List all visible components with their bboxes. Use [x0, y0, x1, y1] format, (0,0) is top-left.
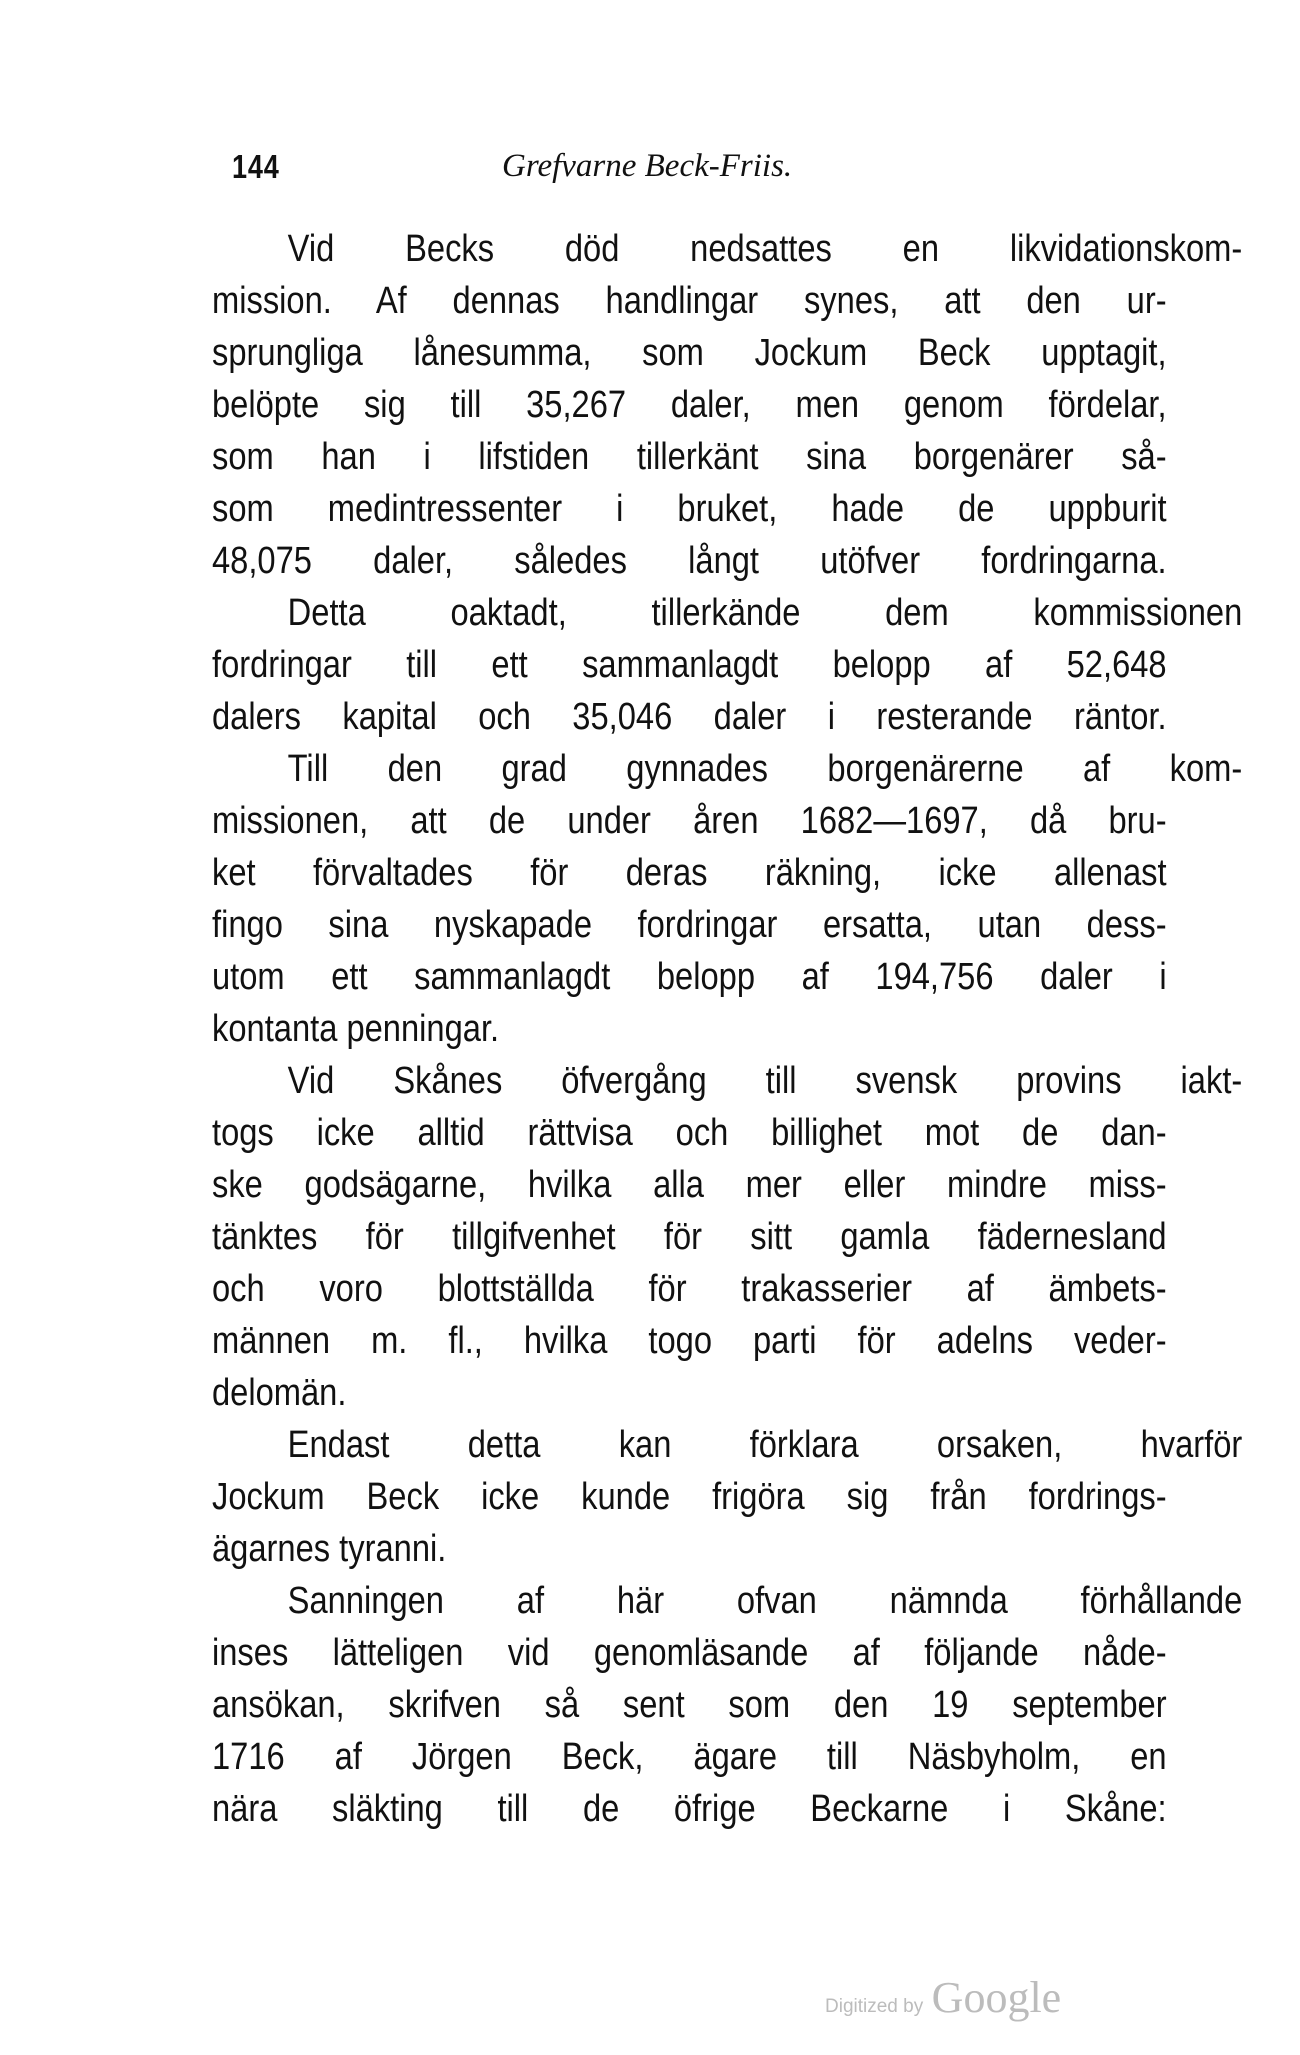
text-line: belöpte sig till 35,267 daler, men genom fördelar, — [212, 384, 1167, 426]
running-title: Grefvarne Beck-Friis. — [502, 148, 793, 184]
text-line: Jockum Beck icke kunde frigöra sig från fordrings- — [212, 1476, 1167, 1518]
text-line: Endast detta kan förklara orsaken, hvarför — [287, 1424, 1243, 1466]
text-line: ket förvaltades för deras räkning, icke allenast — [212, 852, 1167, 894]
text-line: togs icke alltid rättvisa och billighet mot de dan- — [212, 1112, 1167, 1154]
page-header — [232, 148, 1132, 198]
text-line: fordringar till ett sammanlagdt belopp af 52,648 — [212, 644, 1167, 686]
text-line: ske godsägarne, hvilka alla mer eller mindre miss- — [212, 1164, 1167, 1206]
text-line: Sanningen af här ofvan nämnda förhållande — [287, 1580, 1243, 1622]
text-line: Detta oaktadt, tillerkände dem kommissionen — [287, 592, 1243, 634]
digitized-label: Digitized by — [825, 1996, 924, 2017]
text-line: mission. Af dennas handlingar synes, att den ur- — [212, 280, 1167, 322]
text-line: dalers kapital och 35,046 daler i resterande räntor. — [212, 696, 1167, 738]
text-line: som han i lifstiden tillerkänt sina borgenärer så- — [212, 436, 1167, 478]
text-line: sprungliga lånesumma, som Jockum Beck upptagit, — [212, 332, 1167, 374]
text-line: fingo sina nyskapade fordringar ersatta, utan dess- — [212, 904, 1167, 946]
page-number: 144 — [232, 148, 280, 185]
text-line: Vid Skånes öfvergång till svensk provins iakt- — [287, 1060, 1243, 1102]
text-line: ansökan, skrifven så sent som den 19 september — [212, 1684, 1167, 1726]
text-line: Vid Becks död nedsattes en likvidationskom- — [287, 228, 1243, 270]
text-line: inses lätteligen vid genomläsande af följande nåde- — [212, 1632, 1167, 1674]
text-line: ägarnes tyranni. — [212, 1528, 447, 1570]
text-line: 1716 af Jörgen Beck, ägare till Näsbyholm, en — [212, 1736, 1167, 1778]
text-line: nära släkting till de öfrige Beckarne i Skåne: — [212, 1788, 1167, 1830]
text-line: 48,075 daler, således långt utöfver fordringarna. — [212, 540, 1167, 582]
text-line: delomän. — [212, 1372, 347, 1414]
text-line: utom ett sammanlagdt belopp af 194,756 daler i — [212, 956, 1167, 998]
text-line: Till den grad gynnades borgenärerne af kom- — [287, 748, 1243, 790]
text-line: männen m. fl., hvilka togo parti för adelns veder- — [212, 1320, 1167, 1362]
text-line: missionen, att de under åren 1682—1697, då bru- — [212, 800, 1167, 842]
text-line: som medintressenter i bruket, hade de uppburit — [212, 488, 1167, 530]
text-line: kontanta penningar. — [212, 1008, 500, 1050]
google-logo: Google — [931, 1973, 1062, 2022]
body-text — [212, 223, 1243, 1835]
text-line: och voro blottställda för trakasserier af ämbets- — [212, 1268, 1167, 1310]
digitized-watermark — [825, 1972, 1061, 2023]
text-line: tänktes för tillgifvenhet för sitt gamla fädernesland — [212, 1216, 1167, 1258]
